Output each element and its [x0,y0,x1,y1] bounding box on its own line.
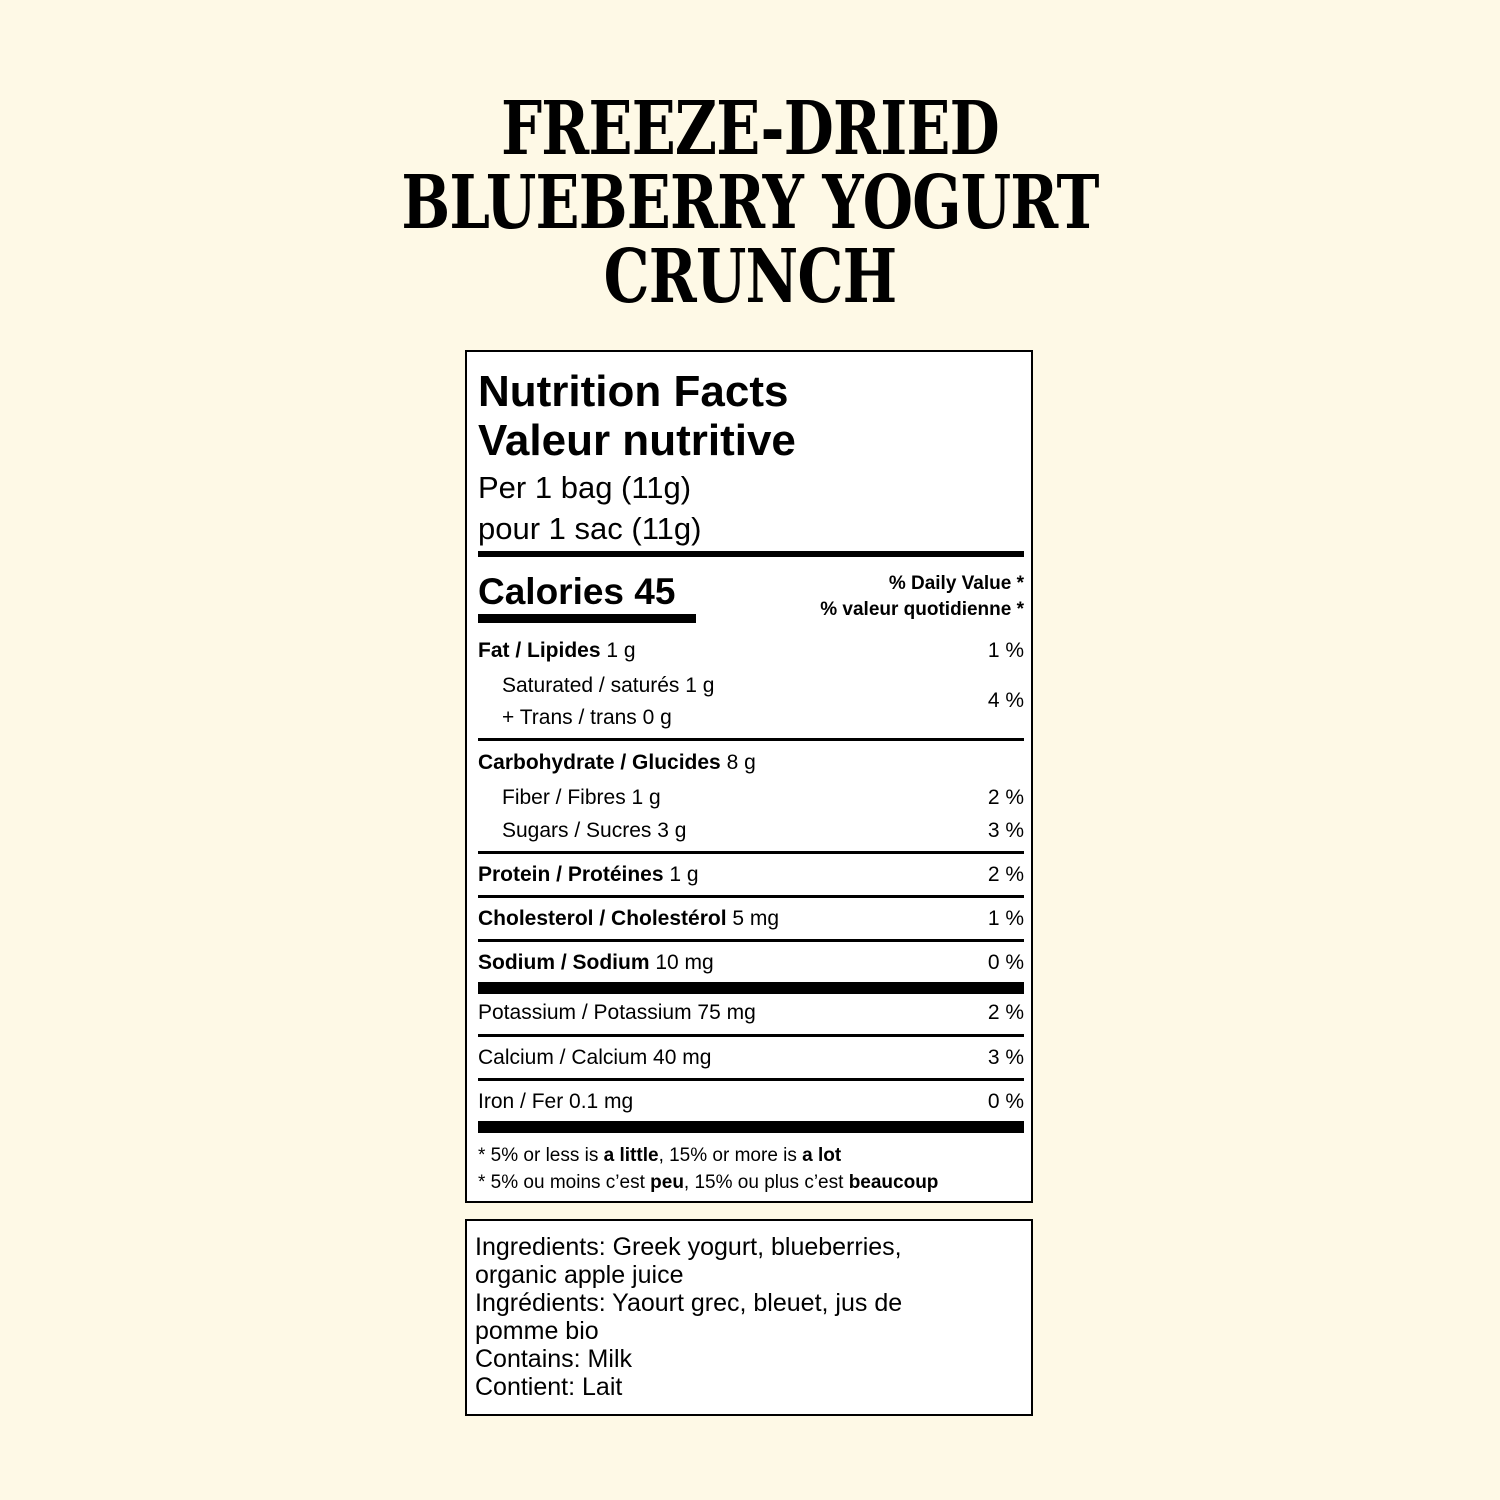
cholesterol-label: Cholesterol / Cholestérol [478,907,727,930]
footnote-fr-peu: peu [650,1172,684,1193]
product-title-line-3: CRUNCH [603,234,897,320]
calcium-row: Calcium / Calcium 40 mg [478,1046,712,1069]
calories-label: Calories 45 [478,571,676,612]
fat-percent: 1 % [987,639,1024,662]
nutrition-facts-title-fr: Valeur nutritive [478,416,796,465]
serving-size-en: Per 1 bag (11g) [478,470,692,505]
saturated-row: Saturated / saturés 1 g [502,674,715,697]
ingredients-line-4: pomme bio [475,1317,599,1345]
cholesterol-amount: 5 mg [726,907,780,930]
fiber-row: Fiber / Fibres 1 g [502,786,661,809]
fiber-percent: 2 % [987,786,1024,809]
ingredients-line-2: organic apple juice [475,1261,684,1289]
potassium-row: Potassium / Potassium 75 mg [478,1001,756,1024]
sodium-label: Sodium / Sodium [478,951,650,974]
daily-value-header-fr: % valeur quotidienne * [820,599,1024,620]
sugars-row: Sugars / Sucres 3 g [502,819,687,842]
footnote-fr [478,1171,938,1195]
divider [478,851,1024,854]
protein-row [478,862,699,888]
divider [478,738,1024,741]
carbohydrate-label: Carbohydrate / Glucides [478,751,721,774]
cholesterol-percent: 1 % [987,907,1024,930]
footnote-en-text: * 5% or less is [478,1145,604,1166]
fat-row [478,638,636,664]
product-title [165,86,1335,320]
calcium-percent: 3 % [987,1046,1024,1069]
product-title-line-1: FREEZE-DRIED [501,86,999,172]
fat-amount: 1 g [600,639,636,662]
iron-percent: 0 % [987,1090,1024,1113]
contains-line-fr: Contient: Lait [475,1373,623,1401]
nutrition-facts-panel [465,350,1033,1203]
contains-line-en: Contains: Milk [475,1345,632,1373]
footnote-fr-beaucoup: beaucoup [848,1172,939,1193]
protein-percent: 2 % [987,863,1024,886]
footnote-en [478,1144,841,1168]
footnote-fr-text: * 5% ou moins c’est [478,1172,651,1193]
nutrition-facts-title: Nutrition Facts [478,367,789,416]
calories-underline [478,614,696,623]
carbohydrate-row [478,750,756,776]
iron-row: Iron / Fer 0.1 mg [478,1090,634,1113]
cholesterol-row [478,906,779,932]
ingredients-line-3: Ingrédients: Yaourt grec, bleuet, jus de [475,1289,903,1317]
potassium-percent: 2 % [987,1001,1024,1024]
protein-amount: 1 g [663,863,699,886]
footnote-en-lot: a lot [802,1145,842,1166]
protein-label: Protein / Protéines [478,863,664,886]
fat-label: Fat / Lipides [478,639,601,662]
ingredients-panel [465,1219,1033,1416]
thick-divider [478,1121,1024,1133]
sodium-amount: 10 mg [649,951,714,974]
ingredients-line-1: Ingredients: Greek yogurt, blueberries, [475,1233,902,1261]
product-title-line-2: BLUEBERRY YOGURT [401,160,1099,246]
sugars-percent: 3 % [987,819,1024,842]
trans-row: + Trans / trans 0 g [502,706,672,729]
footnote-fr-text: , 15% ou plus c’est [683,1172,849,1193]
divider [478,939,1024,942]
divider [478,895,1024,898]
footnote-en-little: a little [603,1145,659,1166]
sodium-percent: 0 % [987,951,1024,974]
carbohydrate-amount: 8 g [720,751,756,774]
saturated-trans-percent: 4 % [987,689,1024,712]
thick-divider [478,551,1024,557]
sodium-row [478,950,714,976]
footnote-en-text: , 15% or more is [658,1145,803,1166]
divider [478,1034,1024,1037]
divider [478,1078,1024,1081]
daily-value-header-en: % Daily Value * [888,573,1024,594]
serving-size-fr: pour 1 sac (11g) [478,511,702,546]
thick-divider [478,982,1024,994]
